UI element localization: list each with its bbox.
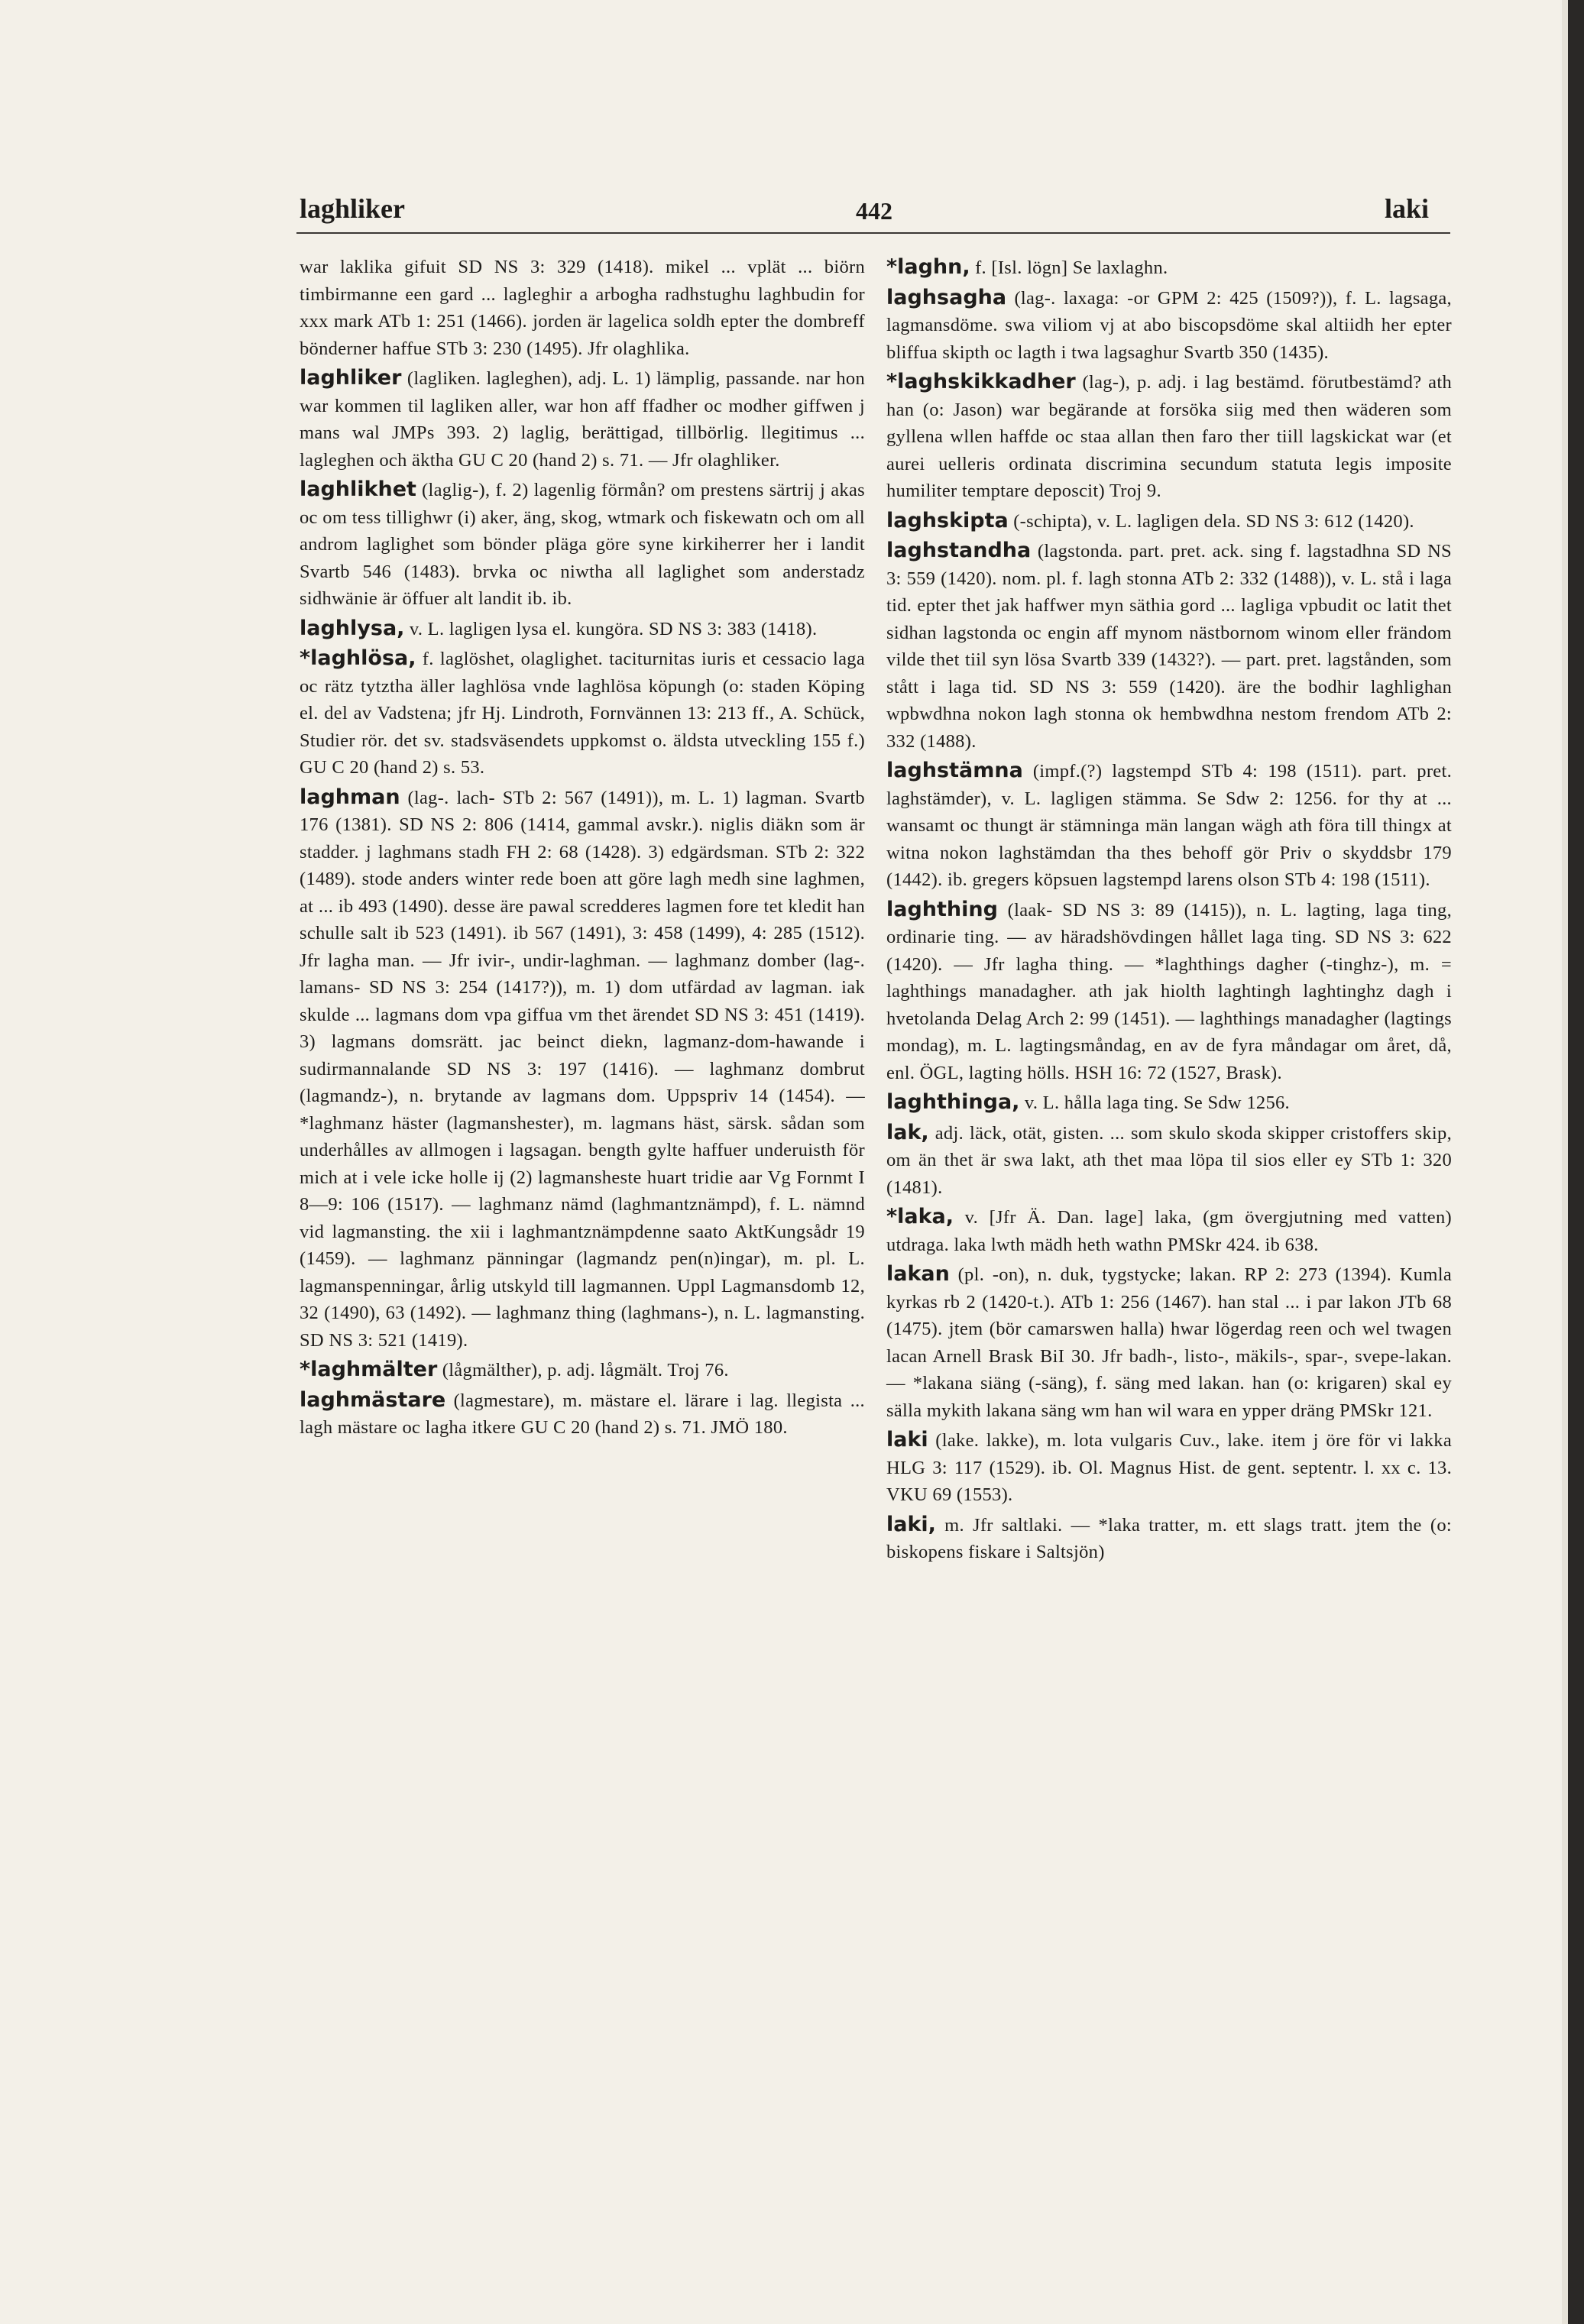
entry-headword: laghliker [300,366,402,390]
dictionary-entry [886,507,1452,536]
entry-headword: laghstandha [886,539,1032,562]
entry-headword: laghthinga, [886,1090,1020,1114]
page-edge-highlight [1562,0,1568,2324]
entry-headword: *laghmälter [300,1358,438,1381]
dictionary-entry [886,254,1452,282]
entry-headword: *laka, [886,1205,954,1228]
dictionary-entry [886,1089,1452,1117]
dictionary-entry [886,1203,1452,1258]
dictionary-entry [886,1119,1452,1202]
entry-text: v. L. hålla laga ting. Se Sdw 1256. [1024,1092,1290,1113]
dictionary-entry [300,1356,865,1384]
entry-text: f. [Isl. lögn] Se laxlaghn. [975,257,1168,278]
entry-text: (lag-. laxaga: -or GPM 2: 425 (1509?)), f. L. lagsaga, lagmansdöme. swa viliom vj at abo biscopsdöme skal altiidh her epter bliffua skipth oc lagth i twa lagsaghur Svartb 350 (1435). [886,287,1452,363]
right-column [886,254,1452,1568]
entry-headword: laghthing [886,897,998,921]
entry-text: (pl. -on), n. duk, tygstycke; lakan. RP 2: 273 (1394). Kumla kyrkas rb 2 (1420-t.). ATb 1: 256 (1467). han stal ... i par lakon JTb 68 (1475). jtem (bör camarswen halla) hwar lögerdag reen och wel twagen lacan Arnell Brask BiI 30. Jfr badh-, listo-, mäkils-, spar-, svepe-lakan. — *lakana siäng (-säng), f. säng med lakan. han (o: krigaren) skal ey sälla mykith lakana säng wm han wil wara en ypper dräng PMSkr 121. [886,1264,1452,1421]
entry-text: m. Jfr saltlaki. — *laka tratter, m. ett slags tratt. jtem the (o: biskopens fiskare i Saltsjön) [886,1514,1452,1562]
left-column [300,254,865,1444]
running-head-left: laghliker [300,193,406,224]
dictionary-entry [886,1261,1452,1424]
entry-text: (laak- SD NS 3: 89 (1415)), n. L. lagting, laga ting, ordinarie ting. — av häradshövdingen hållet laga ting. SD NS 3: 622 (1420). — Jfr lagha thing. — *laghthings dagher (-tinghz-), m. = laghthings manadagher. ath jak hiolth laghtingh laghtinghz dagh i hvetolanda Delag Arch 2: 99 (1451). — laghthings manadagher (lagtings mondag), m. L. lagtingsmåndag, en av de fyra måndagar om året, då, enl. ÖGL, lagting hölls. HSH 16: 72 (1527, Brask). [886,899,1452,1083]
entry-headword: laki, [886,1512,936,1536]
entry-headword: laghskipta [886,508,1009,532]
entry-headword: laghsagha [886,285,1007,309]
entry-text: (lake. lakke), m. lota vulgaris Cuv., lake. item j öre för vi lakka HLG 3: 117 (1529). ib. Ol. Magnus Hist. de gent. septentr. l. xx c. 13. VKU 69 (1553). [886,1430,1452,1505]
entry-headword: *laghn, [886,255,970,279]
entry-text: war laklika gifuit SD NS 3: 329 (1418). mikel ... vplät ... biörn timbirmanne een gard ... lagleghir a arbogha radhstughu laghbudin for xxx mark ATb 1: 251 (1466). jorden är lagelica soldh epter the dombreff bönderner haffue STb 3: 230 (1495). Jfr olaghlika. [300,257,865,359]
entry-headword: laghstämna [886,759,1023,782]
entry-headword: lak, [886,1120,929,1144]
dictionary-entry [300,615,865,643]
entry-text: v. [Jfr Ä. Dan. lage] laka, (gm övergjutning med vatten) utdraga. laka lwth mädh heth wathn PMSkr 424. ib 638. [886,1207,1452,1255]
book-spine-edge [1568,0,1584,2324]
dictionary-entry [300,476,865,613]
running-head-right: laki [1385,193,1430,224]
entry-headword: *laghskikkadher [886,370,1076,393]
entry-headword: lakan [886,1262,950,1286]
entry-headword: *laghlösa, [300,646,416,670]
dictionary-entry [300,784,865,1355]
dictionary-entry [886,1511,1452,1566]
entry-text: adj. läck, otät, gisten. ... som skulo skoda skipper cristoffers skip, om än thet är swa lakt, ath thet maa löpa til sios eller ey STb 1: 320 (1481). [886,1122,1452,1198]
dictionary-entry [300,645,865,782]
entry-text: (lag-), p. adj. i lag bestämd. förutbestämd? ath han (o: Jason) war begärande at forsöka siig med then wäderen som gyllena wllen haffde oc staa allan then faro ther tiill lagskickat war (et aurei uelleris ordinata discrimina secundum statuta legis imposite humiliter temptare deposcit) Troj 9. [886,372,1452,501]
dictionary-entry [886,896,1452,1087]
entry-text: f. laglöshet, olaglighet. taciturnitas iuris et cessacio laga oc rätz tytztha äller laghlösa vnde laghlösa köpungh (o: staden Köping el. del av Vadstena; jfr Hj. Lindroth, Fornvännen 13: 213 ff., A. Schück, Studier rör. det sv. stadsväsendets uppkomst o. äldsta utveckling 155 f.) GU C 20 (hand 2) s. 53. [300,649,865,778]
entry-headword: laki [886,1428,928,1452]
entry-text: (lag-. lach- STb 2: 567 (1491)), m. L. 1) lagman. Svartb 176 (1381). SD NS 2: 806 (1414, gammal avskr.). niglis diäkn som är stadder. j laghmans stadh FH 2: 68 (1428). 3) edgärdsman. STb 2: 322 (1489). stode anders winter rede boen att göre lagh medh sine laghmen, at ... ib 493 (1490). desse äre pawal scredderes lagmen fore tet kledit han schulle salt ib 523 (1491). ib 567 (1491), 3: 458 (1499), 4: 285 (1512). Jfr lagha man. — Jfr ivir-, undir-laghman. — laghmanz domber (lag-. lamans- SD NS 3: 254 (1417?)), m. 1) dom utfärdad av lagman. iak skulde ... lagmans dom vpa giffua vm thet ärendet SD NS 3: 451 (1419). 3) lagmans domsrätt. jac beinct diekn, lagmanz-dom-hawande i sudirmannalande SD NS 3: 197 (1416). — laghmanz dombrut (lagmandz-), n. brytande av lagmans dom. Uppspriv 14 (1454). — *laghmanz häster (lagmanshester), m. lagmans häst, särsk. sådan som underhålles av allmogen i lagsagan. bength gylte haffuer underuisth för mich at i vele icke holle ij (2) lagmansheste huart tridie aar Vg Fornmt I 8—9: 106 (1517). — laghmanz nämd (laghmantznämpd), f. L. nämnd vid lagmansting. the xii i laghmantznämpdenne saato AktKungsådr 19 (1459). — laghmanz pänningar (lagmandz pen(n)ingar), m. pl. L. lagmanspenningar, årlig utskyld till lagmannen. Uppl Lagmansdomb 12, 32 (1490), 63 (1492). — laghmanz thing (laghmans-), n. L. lagmansting. SD NS 3: 521 (1419). [300,787,865,1351]
entry-headword: laghmästare [300,1387,446,1412]
header-rule [296,232,1450,234]
page-number: 442 [856,197,892,225]
entry-text: v. L. lagligen lysa el. kungöra. SD NS 3: 383 (1418). [409,618,818,639]
dictionary-entry [886,368,1452,505]
entry-headword: laghlysa, [300,616,405,640]
entry-text: (lagliken. lagleghen), adj. L. 1) lämplig, passande. nar hon war kommen til lagliken aller, war hon aff ffadher oc modher giffwen j mans wal JMPs 393. 2) laglig, berättigad, tillbörlig. llegitimus ... lagleghen och äktha GU C 20 (hand 2) s. 71. — Jfr olaghliker. [300,368,865,471]
dictionary-entry [886,284,1452,367]
dictionary-entry [300,254,865,362]
dictionary-entry [886,1426,1452,1509]
dictionary-entry [886,537,1452,755]
dictionary-entry [886,757,1452,894]
entry-text: (lagmestare), m. mästare el. lärare i lag. llegista ... lagh mästare oc lagha itkere GU C 20 (hand 2) s. 71. JMÖ 180. [300,1390,865,1438]
entry-text: (lågmälther), p. adj. lågmält. Troj 76. [442,1360,729,1380]
dictionary-entry [300,1387,865,1442]
entry-text: (impf.(?) lagstempd STb 4: 198 (1511). part. pret. laghstämder), v. L. lagligen stämma. Se Sdw 2: 1256. for thy at ... wansamt oc thungt är stämninga män langan wägh ath föra till thingx at witna nokon laghstämdan tha thes behoff gör Priv o skyddsbr 179 (1442). ib. gregers köpsuen lagstempd larens olson STb 4: 198 (1511). [886,761,1452,890]
entry-text: (-schipta), v. L. lagligen dela. SD NS 3: 612 (1420). [1013,510,1414,532]
entry-text: (laglig-), f. 2) lagenlig förmån? om prestens särtrij j akas oc om tess tillighwr (i) aker, äng, skog, wtmark och fiskewatn och om all androm laglighet som bönder pläga göre syne kirkiherrer her i landit Svartb 546 (1483). brvka oc niwtha all laglighet som anderstadz sidhwänie är öffuer alt landit ib. ib. [300,480,865,609]
entry-headword: laghlikhet [300,477,416,501]
entry-text: (lagstonda. part. pret. ack. sing f. lagstadhna SD NS 3: 559 (1420). nom. pl. f. lagh stonna ATb 2: 332 (1488)), v. L. stå i laga tid. epter thet jak haffwer myn säthia gord ... lagliga vpbudit oc latit thet sidhan lagstonda oc engin aff mynom nästbornom winom eller frändom vilde thet tiil syn lösa Svartb 339 (1432?). — part. pret. lagstånden, som stått i laga tid. SD NS 3: 559 (1420). äre the bodhir laghlighan wpbwdhna nokon lagh stonna ok hembwdhna nestom frendom ATb 2: 332 (1488). [886,541,1452,752]
dictionary-entry [300,364,865,474]
entry-headword: laghman [300,785,400,809]
